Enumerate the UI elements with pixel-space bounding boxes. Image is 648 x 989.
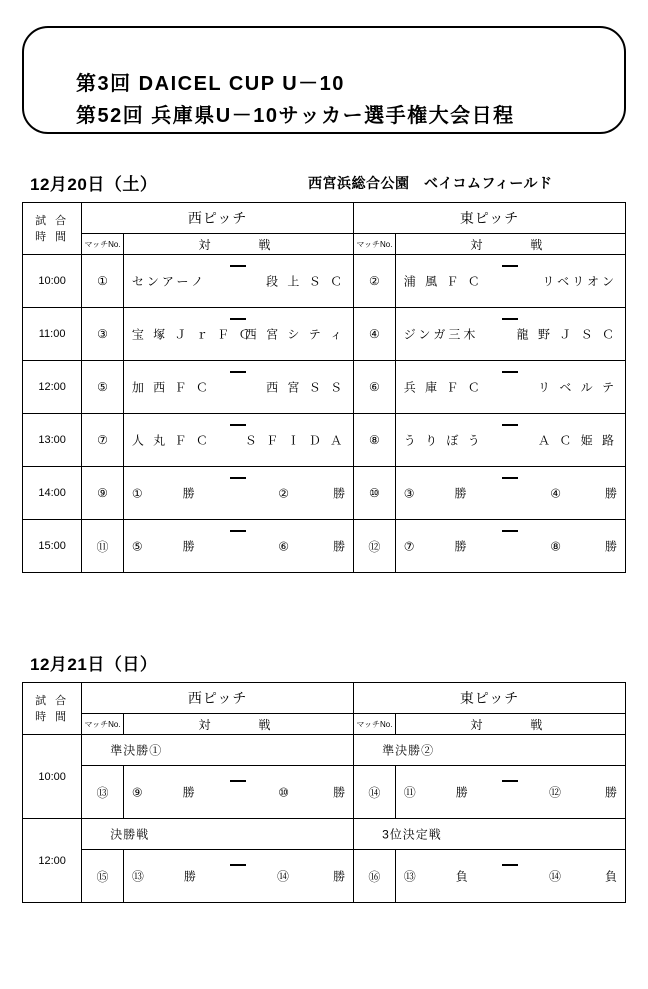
slot-right (277, 868, 345, 885)
match-cell (395, 766, 625, 819)
stage-label: 3位決定戦 (382, 827, 442, 842)
table-row (23, 414, 626, 467)
title-line-2: 第52回 兵庫県U－10サッカー選手権大会日程 (76, 105, 515, 127)
slot-right-result: 勝 (333, 539, 346, 554)
team-left: センアーノ (131, 274, 207, 289)
slot-left-source: ⑤ (131, 539, 143, 554)
team-right: 龍 野 Ｊ Ｓ Ｃ (516, 327, 617, 342)
day1-header (22, 170, 626, 198)
slot-right (550, 538, 617, 555)
match-no: ⑦ (82, 414, 124, 467)
versus-dash-icon (502, 265, 518, 267)
match-cell (123, 766, 353, 819)
table-row (23, 850, 626, 903)
slot-right (550, 485, 617, 502)
table-row (23, 766, 626, 819)
match-cell (395, 520, 625, 573)
versus-dash-icon (502, 318, 518, 320)
match-no: ⑮ (82, 850, 124, 903)
title-text-block (76, 68, 616, 132)
header-west-pitch: 西ピッチ (82, 683, 354, 714)
match-cell (123, 361, 353, 414)
day1-schedule-table (22, 202, 626, 573)
table-header-row-sub (23, 234, 626, 255)
title-line-1: 第3回 DAICEL CUP U－10 (76, 73, 345, 95)
versus-dash-icon (502, 477, 518, 479)
slot-left-source: ⑪ (403, 785, 416, 800)
slot-left-result: 勝 (455, 785, 468, 800)
slot-left-result: 負 (455, 869, 468, 884)
versus-dash-icon (502, 530, 518, 532)
versus-dash-icon (230, 371, 246, 373)
slot-right (549, 868, 617, 885)
row-time: 12:00 (23, 819, 82, 903)
slot-right-source: ④ (550, 486, 561, 501)
match-no: ① (82, 255, 124, 308)
header-match-no-west: マッチNo. (82, 714, 124, 735)
table-header-row-pitch (23, 683, 626, 714)
match-cell (395, 255, 625, 308)
slot-left (132, 868, 196, 885)
header-match-no-east: マッチNo. (354, 234, 396, 255)
team-left: う り ぼ う (403, 433, 483, 448)
match-cell (395, 414, 625, 467)
slot-right-result: 勝 (333, 486, 346, 501)
versus-dash-icon (502, 371, 518, 373)
table-row-stage (23, 735, 626, 766)
match-no: ⑩ (354, 467, 396, 520)
row-time: 15:00 (23, 520, 82, 573)
team-right: リベリオン (542, 274, 617, 289)
header-east-pitch: 東ピッチ (354, 683, 626, 714)
slot-left-source: ⑦ (403, 539, 415, 554)
header-east-pitch: 東ピッチ (354, 203, 626, 234)
match-cell (395, 361, 625, 414)
slot-left-source: ⑨ (131, 785, 143, 800)
team-left: 宝 塚 Ｊ ｒ Ｆ Ｃ (131, 327, 254, 342)
team-left: 浦 風 Ｆ Ｃ (403, 274, 483, 289)
match-no: ⑨ (82, 467, 124, 520)
day2-date: 12月21日（日） (30, 655, 158, 674)
match-cell (123, 520, 353, 573)
slot-right (278, 485, 345, 502)
team-right: Ａ Ｃ 姫 路 (537, 433, 617, 448)
match-no: ⑭ (354, 766, 396, 819)
row-time: 10:00 (23, 735, 82, 819)
slot-right-result: 勝 (604, 486, 617, 501)
team-right: 西 宮 Ｓ Ｓ (266, 380, 346, 395)
match-no: ⑪ (82, 520, 124, 573)
team-right: リ ベ ル テ (537, 380, 617, 395)
header-time (23, 203, 82, 255)
day1-date: 12月20日（土） (30, 175, 158, 194)
title-banner (22, 26, 626, 134)
team-right: Ｓ Ｆ Ｉ Ｄ Ａ (244, 433, 346, 448)
day1-section (22, 170, 626, 573)
slot-right-source: ⑭ (277, 869, 290, 884)
match-no: ⑫ (354, 520, 396, 573)
match-no: ⑬ (82, 766, 124, 819)
match-cell (123, 414, 353, 467)
slot-right (549, 784, 617, 801)
stage-cell-east (354, 735, 626, 766)
slot-right-result: 勝 (604, 785, 617, 800)
match-cell (123, 308, 353, 361)
stage-cell-east (354, 819, 626, 850)
slot-left-source: ⑬ (131, 869, 144, 884)
stage-label: 準決勝② (382, 743, 435, 758)
match-no: ③ (82, 308, 124, 361)
slot-left (404, 868, 468, 885)
team-left: 人 丸 Ｆ Ｃ (131, 433, 211, 448)
match-cell (395, 308, 625, 361)
team-right: 段 上 Ｓ Ｃ (266, 274, 346, 289)
slot-left-result: 勝 (454, 486, 467, 501)
versus-dash-icon (230, 864, 246, 866)
slot-left (132, 485, 195, 502)
slot-left-source: ③ (403, 486, 415, 501)
header-time-line2: 時 間 (35, 230, 70, 243)
match-cell (123, 255, 353, 308)
slot-left (404, 784, 468, 801)
header-west-pitch: 西ピッチ (82, 203, 354, 234)
slot-right-result: 勝 (333, 785, 346, 800)
slot-left-result: 勝 (182, 539, 195, 554)
header-versus-east: 対 戦 (395, 714, 625, 735)
table-header-row-pitch (23, 203, 626, 234)
slot-right-source: ⑥ (278, 539, 290, 554)
match-no: ⑤ (82, 361, 124, 414)
team-left: ジンガ三木 (403, 327, 479, 342)
table-row (23, 361, 626, 414)
versus-dash-icon (502, 864, 518, 866)
header-time-line1: 試 合 (35, 694, 70, 707)
slot-right-result: 勝 (333, 869, 346, 884)
versus-dash-icon (502, 780, 518, 782)
table-row (23, 308, 626, 361)
header-versus-west: 対 戦 (123, 234, 353, 255)
versus-dash-icon (502, 424, 518, 426)
team-left: 兵 庫 Ｆ Ｃ (403, 380, 483, 395)
versus-dash-icon (230, 265, 246, 267)
versus-dash-icon (230, 530, 246, 532)
slot-left-source: ⑬ (403, 869, 416, 884)
table-header-row-sub (23, 714, 626, 735)
table-row-stage (23, 819, 626, 850)
table-row (23, 255, 626, 308)
slot-left (132, 784, 195, 801)
versus-dash-icon (230, 477, 246, 479)
slot-right-source: ② (278, 486, 290, 501)
stage-label: 決勝戦 (110, 827, 150, 842)
match-no: ④ (354, 308, 396, 361)
table-row (23, 467, 626, 520)
header-match-no-west: マッチNo. (82, 234, 124, 255)
stage-cell-west (82, 819, 354, 850)
slot-right-source: ⑫ (548, 785, 561, 800)
team-left: 加 西 Ｆ Ｃ (131, 380, 211, 395)
day2-section (22, 650, 626, 903)
slot-left-result: 勝 (182, 486, 195, 501)
slot-left-result: 勝 (454, 539, 467, 554)
match-cell (123, 850, 353, 903)
slot-left-source: ① (131, 486, 143, 501)
header-time-line1: 試 合 (35, 214, 70, 227)
slot-right (278, 538, 345, 555)
stage-label: 準決勝① (110, 743, 163, 758)
match-no: ⑥ (354, 361, 396, 414)
table-row (23, 520, 626, 573)
match-cell (395, 850, 625, 903)
slot-left (404, 538, 467, 555)
slot-right (278, 784, 345, 801)
header-time-line2: 時 間 (35, 710, 70, 723)
day2-schedule-table (22, 682, 626, 903)
stage-cell-west (82, 735, 354, 766)
slot-right-source: ⑭ (548, 869, 561, 884)
slot-right-source: ⑩ (278, 785, 290, 800)
slot-right-source: ⑧ (550, 539, 561, 554)
slot-left-result: 勝 (183, 869, 196, 884)
header-versus-west: 対 戦 (123, 714, 353, 735)
slot-left (132, 538, 195, 555)
header-match-no-east: マッチNo. (354, 714, 396, 735)
match-cell (123, 467, 353, 520)
day1-venue: 西宮浜総合公園 ベイコムフィールド (308, 175, 553, 191)
match-no: ⑧ (354, 414, 396, 467)
slot-right-result: 勝 (604, 539, 617, 554)
versus-dash-icon (230, 318, 246, 320)
row-time: 10:00 (23, 255, 82, 308)
row-time: 12:00 (23, 361, 82, 414)
slot-left-result: 勝 (182, 785, 195, 800)
match-no: ⑯ (354, 850, 396, 903)
versus-dash-icon (230, 780, 246, 782)
team-right: 西 宮 シ テ ィ (244, 327, 346, 342)
match-no: ② (354, 255, 396, 308)
versus-dash-icon (230, 424, 246, 426)
match-cell (395, 467, 625, 520)
header-versus-east: 対 戦 (395, 234, 625, 255)
row-time: 14:00 (23, 467, 82, 520)
row-time: 11:00 (23, 308, 82, 361)
slot-left (404, 485, 467, 502)
row-time: 13:00 (23, 414, 82, 467)
day2-header (22, 650, 626, 678)
slot-right-result: 負 (604, 869, 617, 884)
header-time (23, 683, 82, 735)
